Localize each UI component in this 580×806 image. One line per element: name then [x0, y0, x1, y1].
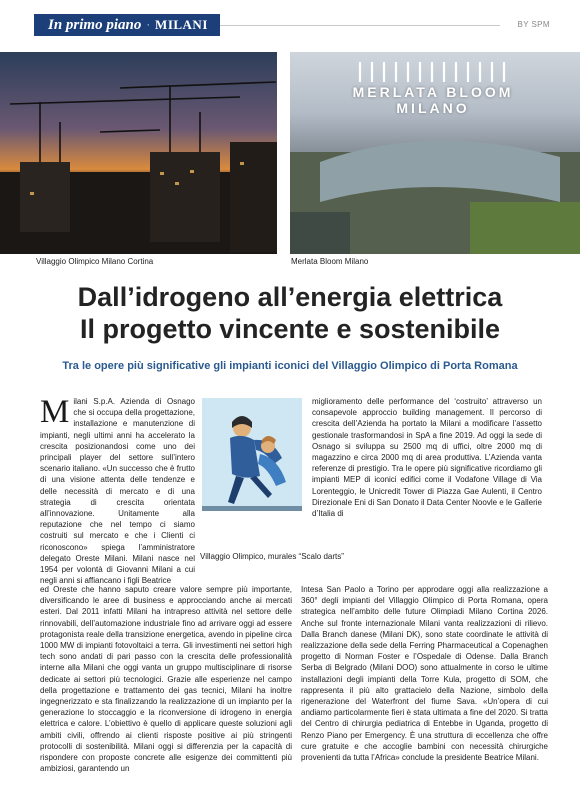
construction-illustration	[0, 52, 277, 254]
section-header	[34, 14, 220, 36]
headline-line-1: Dall’idrogeno all’energia elettrica	[77, 282, 503, 312]
aerial-illustration	[290, 52, 580, 254]
mural-illustration	[202, 398, 302, 548]
photo-caption-left: Villaggio Olimpico Milano Cortina	[36, 257, 154, 266]
headline-line-2: Il progetto vincente e sostenibile	[79, 314, 501, 344]
section-city: MILANI	[155, 17, 208, 32]
article-column-2: ed Oreste che hanno saputo creare valore sempre più importante, diversificando le aree di business e approcciando anche ai mercati esteri. Dal 2011 infatti Milani ha intrapreso attività nel settore delle rinnovabili, dell’automazione industriale fino ad arrivare oggi ad essere protagonista reale della transizione energetica, avendo in pipeline circa 1000 MW di impianti fotovoltaici a terra. Gli investimenti nei settori high tech sono andati di pari passo con la crescita delle professionalità interne alla Milani che oggi vanta un gruppo multisciplinare di risorse dedicate ai settori più tecnologici. Grazie alle esperienze nel campo della progettazione e trattamento dei gas tecnici, Milani ha inoltre ingegnerizzato e sta finalizzando la realizzazione di un impianto per la generazione lo stoccaggio e la riconversione di idrogeno in energia elettrica e calore. L’obiettivo è quello di applicare queste soluzioni agli ambiti civili, offrendo ai clienti risposte positive ai più stringenti protocolli di sostenibilità. Milani oggi si differenzia per la capacità di rispondere con proposte concrete alle esigenze dei committenti più ambiziosi, garantendo un	[40, 585, 292, 774]
merlata-sign: MERLATA BLOOM MILANO	[352, 84, 514, 116]
section-title: In primo piano	[48, 16, 142, 33]
column-1-text: ilani S.p.A. Azienda di Osnago che si occupa della progettazione, installazione e manutenzione di impianti, negli ultimi anni ha accelerato la crescita posizionandosi come uno dei principali player del settore sull’intero scenario italiano. «Un successo che è frutto di una visione attenta delle tendenze e delle necessità di mercato e di una strategia di crescita orientata all’innovazione. Unitamente alla reputazione che nel tempo ci siamo costruiti sul mercato e che i Clienti ci riconoscono» spiega l’amministratore delegato Oreste Milani. Milani nasce nel 1954 per volontà di Giovanni Milani a cui negli anni si affiancano i figli Beatrice	[40, 397, 195, 586]
drop-cap: M	[40, 394, 70, 430]
photo-mural	[202, 398, 302, 548]
article-subtitle: Tra le opere più significative gli impianti iconici del Villaggio Olimpico di Porta Romana	[62, 360, 518, 372]
photo-villaggio-olimpico	[0, 52, 277, 254]
article-column-3: miglioramento delle performance del ‘costruito’ attraverso un consapevole approccio building management. Il percorso di crescita dell’Azienda ha portato la Milani a modificare l’assetto gestionale trasformandosi in SpA a fine 2019. Ad oggi la sede di Osnago si sviluppa su 2500 mq di uffici, oltre 2000 mq di magazzino e circa 2000 mq di area produttiva. L’Azienda vanta referenze di prestigio. Tra le opere più significative ricordiamo gli impianti MEP di iconici edifici come il Vodafone Village di Via Lorenteggio, le Unicredit Tower di Piazza Gae Aulenti, il Centro Direzionale Eni di San Donato il Data Center Noovle e le Gallerie d’Italia di	[312, 397, 542, 519]
photo-merlata-bloom	[290, 52, 580, 254]
article-column-4: Intesa San Paolo a Torino per approdare oggi alla realizzazione a 360° degli impianti del Villaggio Olimpico di Porta Romana, opera strategica nell’ambito delle future Olimpiadi Milano Cortina 2026. Anche sul fronte internazionale Milani vanta realizzazioni di rilievo. Dalla Branch danese (Milani DK), sono state coordinate le attività di realizzazione della sede della Ferring Pharmaceutical a Copenaghen progetto di Norman Foster e l’Ospedale di Odense. Dalla Branch Serba di Belgrado (Milani DOO) sono attualmente in corso le ultime installazioni degli impianti della Torre Kula, progetto di SOM, che rappresenta il più alto grattacielo della Nazione, simbolo della rigenerazione del Waterfront del fiume Sava. «Un’opera di cui andiamo particolarmente fieri è stata ultimata a fine del 2020. Si tratta del Centro di chirurgia pediatrica di Entebbe in Uganda, progetto di Renzo Piano per Emergency. È una struttura di eccellenza che offre cure gratuite e che accoglie bambini con necessità chirurgiche provenienti da tutta l’Africa» conclude la presidente Beatrice Milani.	[301, 585, 548, 763]
mural-caption: Villaggio Olimpico, murales “Scalo darts”	[200, 552, 344, 561]
photo-caption-right: Merlata Bloom Milano	[291, 257, 369, 266]
byline: BY SPM	[517, 20, 550, 29]
header-rule	[220, 25, 500, 26]
article-column-1	[40, 396, 195, 586]
header-separator: ·	[146, 19, 151, 31]
